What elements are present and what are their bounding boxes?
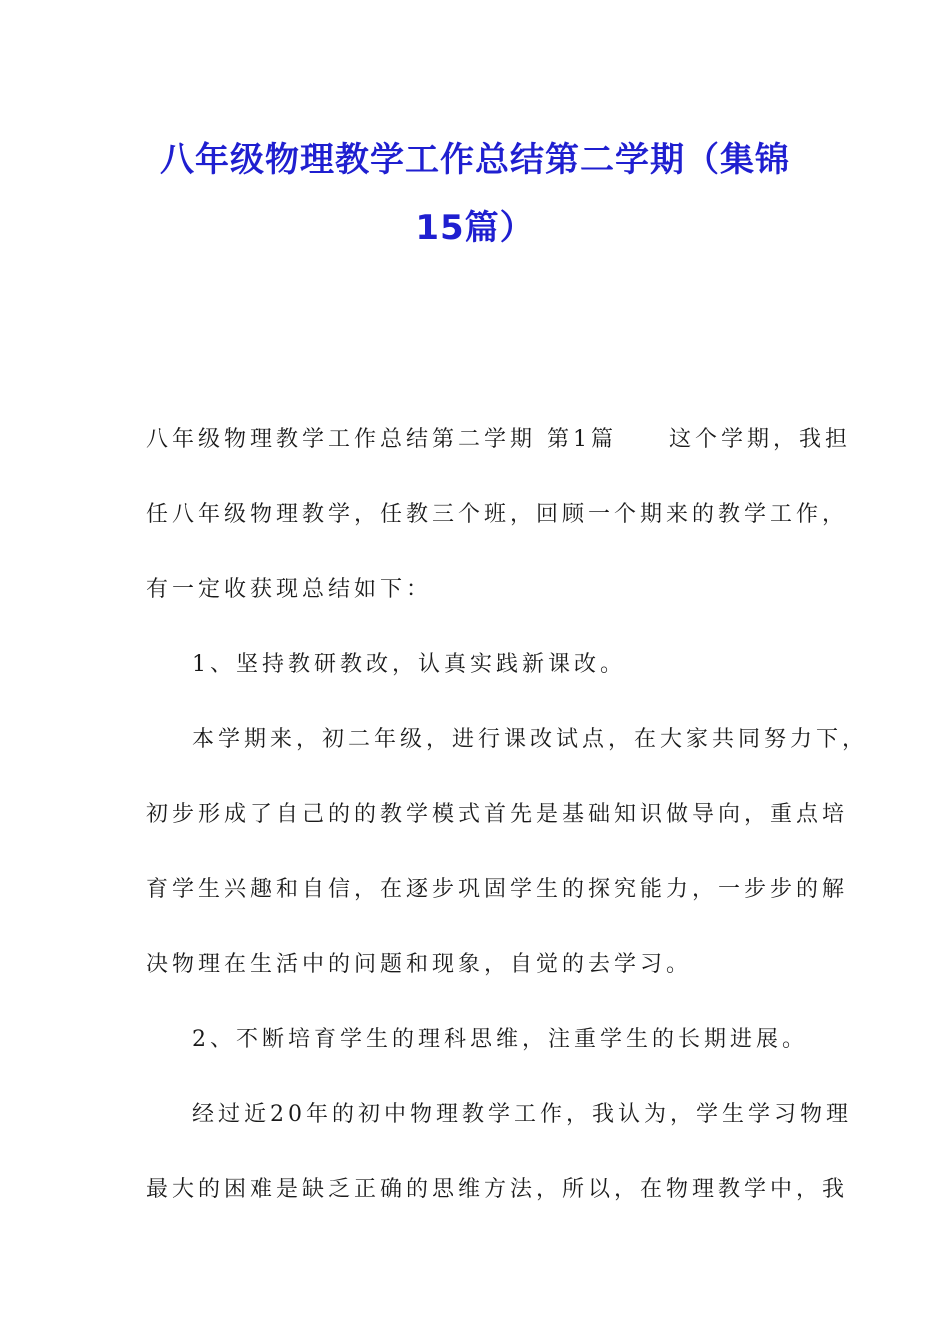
body-text-line: 有一定收获现总结如下：: [146, 577, 433, 602]
body-text-line: 本学期来，初二年级，进行课改试点，在大家共同努力下，: [192, 727, 869, 752]
body-text-line: 最大的困难是缺乏正确的思维方法，所以，在物理教学中，我: [146, 1177, 849, 1202]
body-text-line: 经过近20年的初中物理教学工作，我认为，学生学习物理: [192, 1102, 852, 1127]
body-text-line: 初步形成了自己的的教学模式首先是基础知识做导向，重点培: [146, 802, 849, 827]
body-text-line: 育学生兴趣和自信，在逐步巩固学生的探究能力，一步步的解: [146, 877, 849, 902]
body-text-line: 决物理在生活中的问题和现象，自觉的去学习。: [146, 952, 693, 977]
body-text-line: 任八年级物理教学，任教三个班，回顾一个期来的教学工作，: [146, 502, 849, 527]
section-heading-1: 1、坚持教研教改，认真实践新课改。: [192, 652, 626, 677]
document-title-line-2: 15篇）: [415, 208, 535, 248]
section-heading-2: 2、不断培育学生的理科思维，注重学生的长期进展。: [192, 1027, 808, 1052]
body-text-line: 八年级物理教学工作总结第二学期 第1篇 这个学期，我担: [146, 427, 851, 452]
document-title-line-1: 八年级物理教学工作总结第二学期（集锦: [160, 140, 790, 180]
